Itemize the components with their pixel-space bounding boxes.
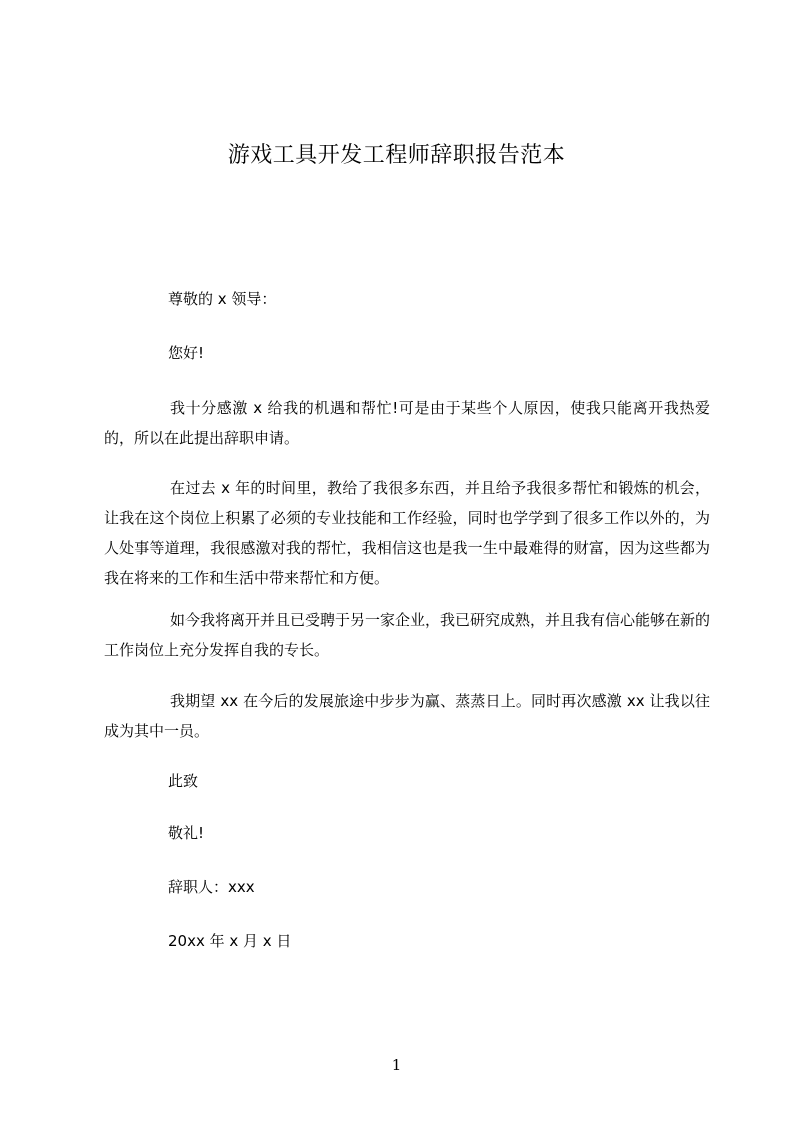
closing-salute: 敬礼! (168, 824, 205, 842)
date-line: 20xx 年 x 月 x 日 (168, 932, 292, 950)
greeting: 您好! (168, 344, 205, 362)
paragraph-1: 我十分感激 x 给我的机遇和帮忙!可是由于某些个人原因，使我只能离开我热爱的，所以在此提出辞职申请。 (104, 399, 710, 447)
paragraph-4: 我期望 xx 在今后的发展旅途中步步为赢、蒸蒸日上。同时再次感激 xx 让我以往成为其中一员。 (104, 692, 710, 740)
paragraph-3: 如今我将离开并且已受聘于另一家企业，我已研究成熟，并且我有信心能够在新的工作岗位上充分发挥自我的专长。 (104, 611, 711, 659)
signature: 辞职人：xxx (168, 878, 255, 896)
paragraph-2: 在过去 x 年的时间里，教给了我很多东西，并且给予我很多帮忙和锻炼的机会，让我在这个岗位上积累了必须的专业技能和工作经验，同时也学学到了很多工作以外的，为人处事等道理，我很感激对我的帮忙，我相信这也是我一生中最难得的财富，因为这些都为我在将来的工作和生活中带来帮忙和方便。 (104, 479, 710, 587)
page-number: 1 (391, 1056, 402, 1074)
salutation: 尊敬的 x 领导： (168, 290, 277, 308)
closing-regards: 此致 (168, 772, 199, 790)
document-title: 游戏工具开发工程师辞职报告范本 (227, 143, 566, 168)
